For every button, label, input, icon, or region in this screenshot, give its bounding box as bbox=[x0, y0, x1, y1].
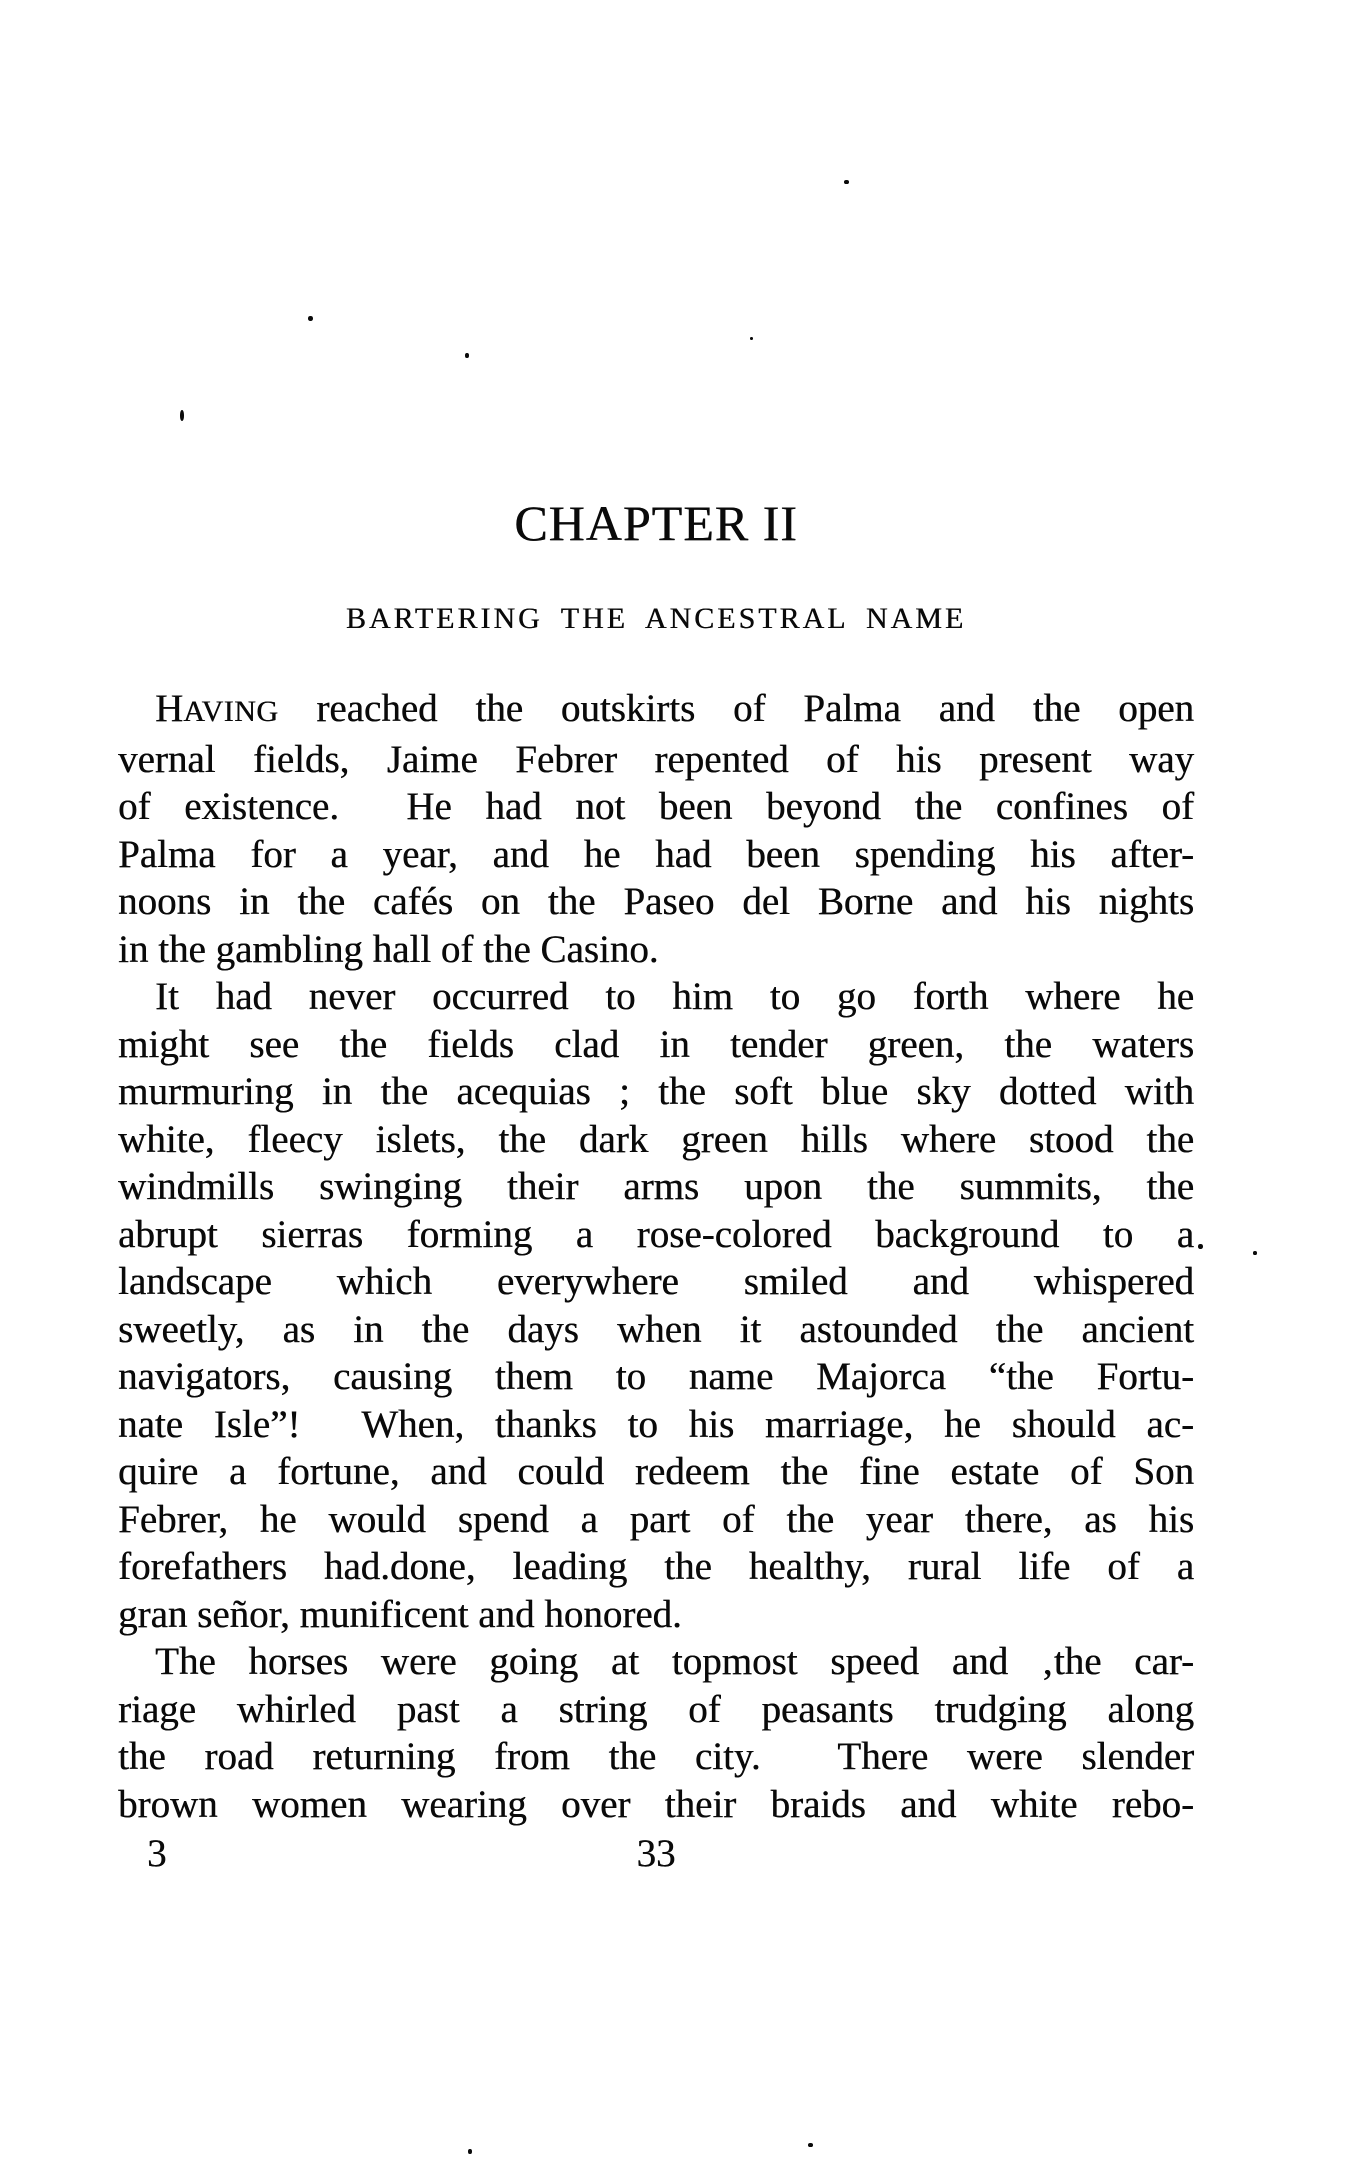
text-line: forefathers had.done, leading the healthy, rural life of a bbox=[118, 1545, 1194, 1588]
scan-speck bbox=[468, 2149, 472, 2154]
text-line: navigators, causing them to name Majorca “the Fortu- bbox=[118, 1355, 1194, 1398]
scan-speck bbox=[844, 180, 849, 184]
text-run: reached the outskirts of Palma and the open bbox=[278, 687, 1194, 730]
text-line bbox=[118, 685, 1194, 736]
text-run: H bbox=[155, 687, 184, 730]
text-line: Febrer, he would spend a part of the year there, as his bbox=[118, 1497, 1194, 1541]
text-line: It had never occurred to him to go forth where he bbox=[155, 975, 1194, 1018]
scan-speck bbox=[1253, 1251, 1257, 1255]
text-line: quire a fortune, and could redeem the fine estate of Son bbox=[118, 1450, 1194, 1493]
scan-speck bbox=[308, 316, 313, 321]
chapter-title: CHAPTER II bbox=[514, 495, 798, 551]
text-line: of existence. He had not been beyond the confines of bbox=[118, 785, 1194, 828]
signature-mark: 3 bbox=[147, 1832, 167, 1875]
scan-speck bbox=[750, 337, 753, 340]
text-line: the road returning from the city. There were slender bbox=[118, 1735, 1194, 1778]
scan-speck bbox=[465, 353, 469, 358]
text-line: Palma for a year, and he had been spending his after- bbox=[118, 832, 1194, 876]
scan-speck bbox=[1198, 1244, 1203, 1249]
text-line: might see the fields clad in tender green, the waters bbox=[118, 1022, 1194, 1066]
text-line: vernal fields, Jaime Febrer repented of his present way bbox=[118, 737, 1194, 781]
text-line: The horses were going at topmost speed and ‚the car- bbox=[155, 1640, 1194, 1683]
text-line: brown women wearing over their braids and white rebo- bbox=[118, 1782, 1194, 1826]
text-line: gran señor, munificent and honored. bbox=[118, 1592, 682, 1636]
page-footer bbox=[118, 1830, 1194, 1878]
small-caps-text: AVING bbox=[183, 695, 279, 728]
text-line: murmuring in the acequias ; the soft blue sky dotted with bbox=[118, 1070, 1194, 1113]
text-line: sweetly, as in the days when it astounded the ancient bbox=[118, 1307, 1194, 1351]
text-line: riage whirled past a string of peasants trudging along bbox=[118, 1687, 1194, 1731]
text-line: nate Isle”! When, thanks to his marriage, he should ac- bbox=[118, 1402, 1194, 1446]
page-number: 33 bbox=[636, 1832, 676, 1875]
text-line: windmills swinging their arms upon the summits, the bbox=[118, 1165, 1194, 1208]
scan-speck bbox=[180, 410, 184, 421]
body-text bbox=[118, 685, 1194, 1828]
text-line: in the gambling hall of the Casino. bbox=[118, 927, 659, 971]
scan-speck bbox=[808, 2143, 813, 2147]
text-line: noons in the cafés on the Paseo del Borne and his nights bbox=[118, 880, 1194, 923]
text-line: landscape which everywhere smiled and whispered bbox=[118, 1260, 1194, 1303]
text-line: white, fleecy islets, the dark green hills where stood the bbox=[118, 1117, 1194, 1161]
chapter-subtitle: BARTERING THE ANCESTRAL NAME bbox=[345, 602, 967, 635]
text-line: abrupt sierras forming a rose-colored background to a bbox=[118, 1212, 1194, 1256]
